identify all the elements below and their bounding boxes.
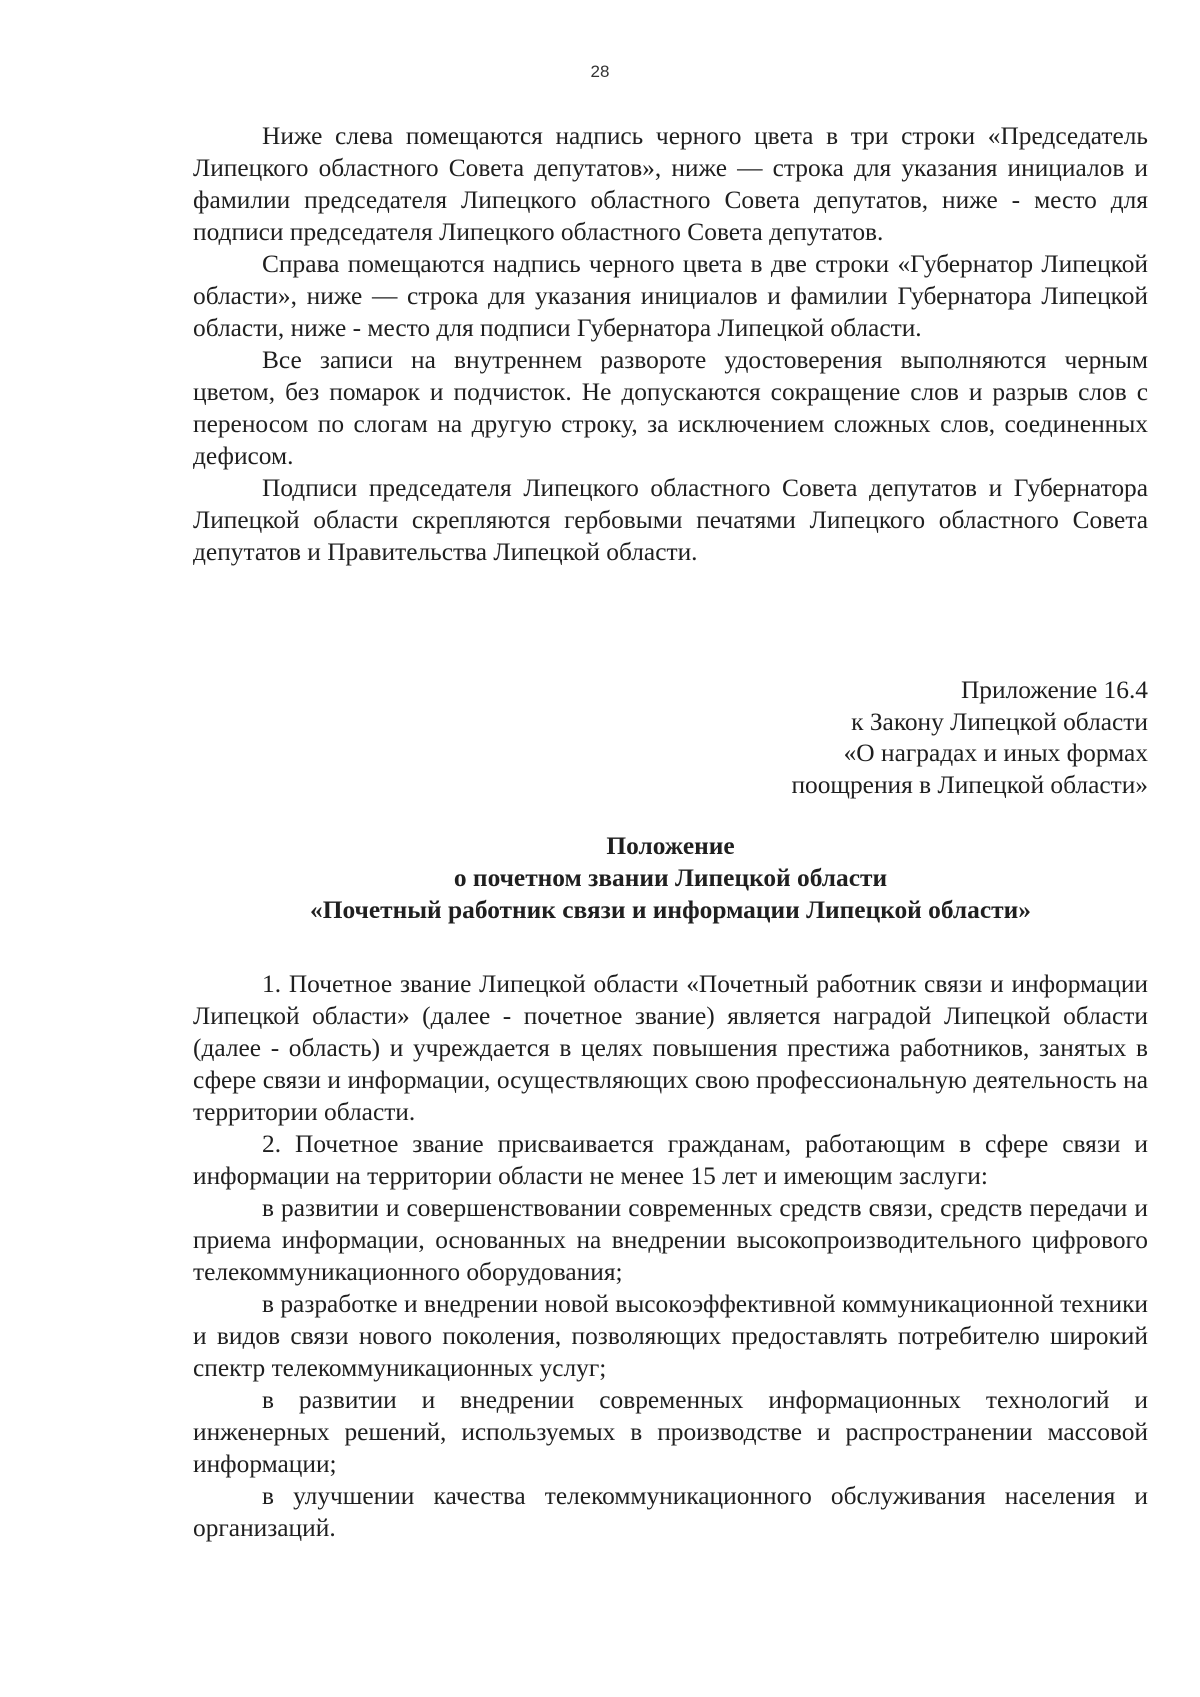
appendix-note [791, 675, 1148, 801]
section-heading [193, 830, 1148, 926]
top-text-block [193, 120, 1148, 568]
appendix-line: к Закону Липецкой области [851, 707, 1148, 736]
paragraph: в улучшении качества телекоммуникационного обслуживания населения и организаций. [193, 1482, 1148, 1542]
page-number: 28 [590, 62, 610, 81]
bottom-text-block [193, 968, 1148, 1544]
paragraph: Ниже слева помещаются надпись черного цвета в три строки «Председатель Липецкого областного Совета депутатов», ниже — строка для указания инициалов и фамилии председателя Липецкого областного Совета депутатов, ниже - место для подписи председателя Липецкого областного Совета депутатов. [193, 122, 1148, 246]
heading-line: «Почетный работник связи и информации Липецкой области» [310, 896, 1031, 924]
paragraph: в развитии и совершенствовании современных средств связи, средств передачи и приема информации, основанных на внедрении высокопроизводительного цифрового телекоммуникационного оборудования; [193, 1194, 1148, 1286]
appendix-line: «О наградах и иных формах [843, 739, 1148, 767]
paragraph: в развитии и внедрении современных информационных технологий и инженерных решений, используемых в производстве и распространении массовой информации; [193, 1386, 1148, 1478]
paragraph: 1. Почетное звание Липецкой области «Почетный работник связи и информации Липецкой области» (далее - почетное звание) является наградой Липецкой области (далее - область) и учреждается в целях повышения престижа работников, занятых в сфере связи и информации, осуществляющих свою профессиональную деятельность на территории области. [193, 970, 1148, 1126]
heading-line: Положение [606, 832, 735, 860]
appendix-line: поощрения в Липецкой области» [791, 770, 1148, 799]
paragraph: Справа помещаются надпись черного цвета в две строки «Губернатор Липецкой области», ниже — строка для указания инициалов и фамилии Губернатора Липецкой области, ниже - место для подписи Губернатора Липецкой области. [193, 250, 1148, 342]
paragraph: Все записи на внутреннем развороте удостоверения выполняются черным цветом, без помарок и подчисток. Не допускаются сокращение слов и разрыв слов с переносом по слогам на другую строку, за исключением сложных слов, соединенных дефисом. [193, 346, 1148, 470]
heading-line: о почетном звании Липецкой области [453, 864, 888, 892]
paragraph: в разработке и внедрении новой высокоэффективной коммуникационной техники и видов связи нового поколения, позволяющих предоставлять потребителю широкий спектр телекоммуникационных услуг; [193, 1290, 1148, 1382]
paragraph: Подписи председателя Липецкого областного Совета депутатов и Губернатора Липецкой области скрепляются гербовыми печатями Липецкого областного Совета депутатов и Правительства Липецкой области. [193, 474, 1148, 566]
paragraph: 2. Почетное звание присваивается гражданам, работающим в сфере связи и информации на территории области не менее 15 лет и имеющим заслуги: [193, 1130, 1148, 1190]
appendix-line: Приложение 16.4 [960, 676, 1148, 704]
